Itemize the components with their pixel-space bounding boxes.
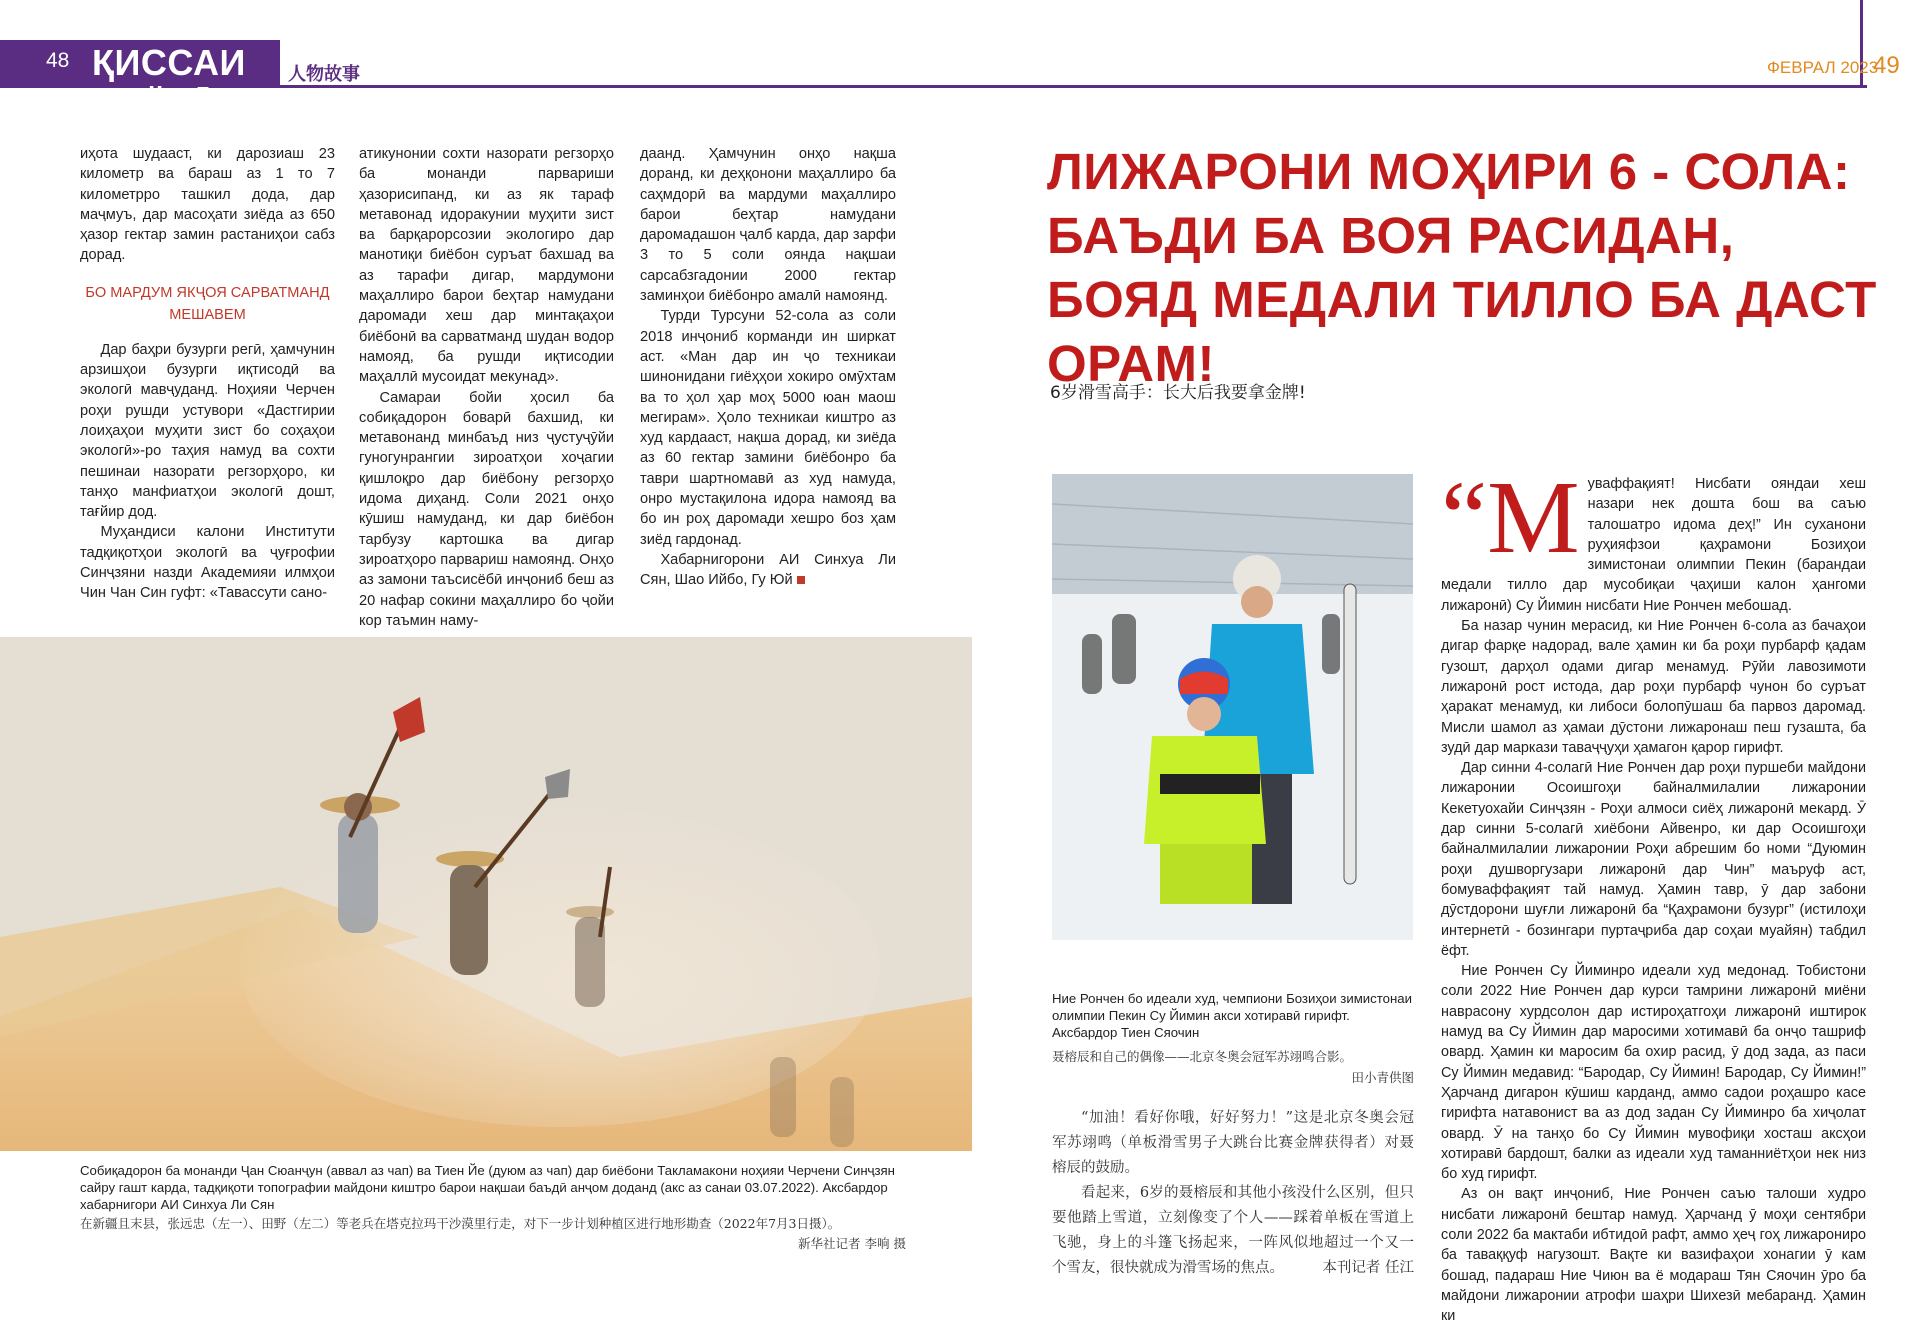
ski-illustration	[1052, 474, 1413, 940]
article-column-1	[80, 144, 335, 604]
article-column-3	[640, 144, 896, 591]
paragraph: Муҳандиси калони Институти тадқиқотҳои экологӣ ва ҷуғрофии Синҷзяни назди Академияи илмҳои Чин Чан Син гуфт: «Тавассути сано-	[80, 524, 335, 602]
header-rule-left	[280, 85, 1047, 88]
left-page-number: 48	[46, 49, 70, 72]
article-column-2	[359, 144, 614, 631]
paragraph: иҳота шудааст, ки дарозиаш 23 километр ва бараш аз 1 то 7 километрро ташкил дода, дар маҷмуъ, дар масоҳати зиёда аз 650 ҳазор гектар замин растаниҳои сабз дорад.	[80, 146, 335, 264]
cn-paragraph: “加油！看好你哦，好好努力！”这是北京冬奥会冠军苏翊鸣（单板滑雪男子大跳台比赛金牌获得者）对聂榕辰的鼓励。	[1052, 1110, 1414, 1176]
end-mark-icon	[797, 576, 805, 584]
paragraph: Дар баҳри бузурги регӣ, ҳамчунин арзишҳои бузурги иқтисодӣ ва экологӣ мавҷуданд. Ноҳияи Черчен роҳи рушди устувори «Дастгирии лоиҳаҳои муҳити зист бо соҳаҳои экологӣ»-ро таҳия намуд ва сохти пешинаи назорати регзорҳоро, ки танҳо манфиатҳои экологӣ дошт, тағйир дод.	[80, 341, 335, 521]
ski-photo	[1052, 474, 1413, 940]
desert-photo-caption: Собиқадорон ба монанди Ҷан Сюанҷун (аввал аз чап) ва Тиен Йе (дуюм аз чап) дар биёбони Такламакони ноҳияи Черчени Синҷзян сайру гашт карда, тадқиқоти топографии майдони киштро барои нақшаи баъдӣ анҷом доданд (акс аз санаи 03.07.2022). Аксбардор хабарнигори АИ Синхуа Ли Сян	[80, 1163, 895, 1212]
paragraph: Ба назар чунин мерасид, ки Ние Рончен 6-сола аз бачаҳои дигар фарқе надорад, вале ҳамин ки ба роҳи пурбарф қадам гузошт, дарҳол одами дигар менамуд. Рӯйи лавозимоти лижаронӣ рост истода, дар роҳи пурбарф чунон бо суръат ҳаракат менамуд, ки либоси болопӯшаш ба парвоз даромад. Мисли шамол аз ҳамаи дӯстони лижаронаш пеш гузашта, ба зудӣ дар маркази таваҷҷуҳи ҳамагон қарор гирифт.	[1441, 618, 1866, 756]
right-page-number: 49	[1873, 52, 1900, 79]
ski-photo-caption: Ние Рончен бо идеали худ, чемпиони Бозиҳои зимистонаи олимпии Пекин Су Йимин акси хотиравӣ гирифт. Аксбардор Тиен Сяочин	[1052, 991, 1412, 1040]
chinese-body-text	[1052, 1106, 1414, 1281]
cn-author: 本刊记者 任江	[1316, 1256, 1414, 1281]
right-page-header	[1047, 40, 1920, 88]
paragraph: атикунонии сохти назорати регзорҳо ба монанди парвариши ҳазорисипанд, ки аз як тараф метавонад идоракунии муҳити зист ва барқарорсозии экологиро дар манотиқи биёбон суръат бахшад ва аз тарафи дигар, мардумони маҳаллиро барои беҳтар намудани даромади хеш дар минтақаҳои биёбонӣ ва сарватманд шудан водор намояд, ба рушди иқтисодии маҳаллӣ мусоидат мекунад».	[359, 146, 614, 386]
ski-photo-credit-cn: 田小青供图	[1351, 1070, 1414, 1085]
paragraph-text: уваффақият! Нисбати ояндаи хеш назари нек дошта бош ва саъю талошатро идома деҳ!” Ин суханони руҳияфзои қаҳрамони Бозиҳои зимистонаи олимпии Пекин (барандаи медали тилло дар мусобиқаи ҷаҳиши калон ҳангоми лижаронӣ) Су Йимин нисбати Ние Рончен мебошад.	[1441, 476, 1866, 614]
byline	[640, 550, 896, 591]
dropcap: “М	[1441, 460, 1580, 575]
paragraph: Аз он вақт инҷониб, Ние Рончен саъю талоши худро нисбати лижаронӣ бештар намуд. Ҳарчанд ӯ моҳи сентябри соли 2022 ба мактаби ибтидоӣ рафт, аммо ҳеҷ гоҳ лижарониро ба таваққуф нагузошт. Вақте ки вазифаҳои хонагии ӯ кам бошад, падараш Ние Чиюн ва ё модараш Тян Сяочин ӯро ба майдони лижаронии атрофи шаҳри Шихезӣ мебаранд. Ҳамин ки	[1441, 1186, 1866, 1325]
paragraph	[1441, 460, 1866, 616]
paragraph: Самараи бойи ҳосил ба собиқадорон боварӣ бахшид, ки метавонанд минбаъд низ ҷустуҷӯйи гуногунрангии зироатҳои хоҷагии қишлоқро дар биёбону регзорҳо идома диҳанд. Соли 2021 онҳо кӯшиш намуданд, ки дар биёбон тарбузу картошка ва дигар зироатҳоро парвариш намоянд. Онҳо аз замони таъсисёбӣ инҷониб беш аз 20 нафар сокини маҳаллиро бо ҷойи кор таъмин наму-	[359, 389, 614, 629]
byline-text: Хабарнигорони АИ Синхуа Ли Сян, Шао Ийбо, Гу Юй	[640, 551, 896, 589]
section-title-cn: 人物故事	[288, 64, 360, 85]
desert-photo	[0, 637, 972, 1151]
article-title: ЛИЖАРОНИ МОҲИРИ 6 - СОЛА: БАЪДИ БА ВОЯ РАСИДАН, БОЯД МЕДАЛИ ТИЛЛО БА ДАСТ ОРАМ!	[1047, 143, 1877, 392]
issue-date: ФЕВРАЛ 2023	[1767, 58, 1879, 77]
paragraph: Дар синни 4-солагӣ Ние Рончен дар роҳи пуршеби майдони лижаронии Осоишгоҳи байналмилалии лижаронии Кекетуохайи Синҷзян - Роҳи алмоси сиёҳ лижаронӣ мекард. Ӯ дар синни 5-солагӣ хиёбони Айвенро, ки дар Осоишгоҳи байналмилалии лижаронии Роҳи абрешим бо номи “Дуюмин роҳи душворгузари лижаронӣ дар Чин” маъруф аст, бомуваффақият тай намуд. Ҳамин тавр, ӯ дар забони дӯстдорони шуғли лижаронӣ ба “Қаҳрамони бузург” (истилоҳи интернетӣ - бозингари пуртаҷриба дар соҳаи муайян) табдил ёфт.	[1441, 760, 1866, 959]
header-rule-right	[1047, 85, 1867, 88]
left-page-header	[0, 40, 1047, 125]
subheading: БО МАРДУМ ЯКҶОЯ САРВАТМАНД МЕШАВЕМ	[85, 284, 330, 323]
article-subtitle-cn: 6岁滑雪高手：长大后我要拿金牌!	[1050, 383, 1306, 403]
desert-photo-credit-cn: 新华社记者 李响 摄	[798, 1236, 906, 1251]
paragraph: Турди Турсуни 52-сола аз соли 2018 инҷониб корманди ин ширкат аст. «Ман дар ин ҷо техникаи шинонидани гиёҳҳои хокиро омӯхтам ва то ҳол ҳар моҳ 5000 юан маош мегирам». Ҳоло техникаи киштро аз худ кардааст, нақша дорад, ки зиёда аз 60 гектар замини биёбонро ба таври шартномавӣ аз худ намуда, онро мустақилона идора намояд ва бо ин роҳ даромади хешро боз ҳам зиёд гардонад.	[640, 308, 896, 548]
cn-paragraph: 看起来，6岁的聂榕辰和其他小孩没什么区别，但只要他踏上雪道，立刻像变了个人——踩着单板在雪道上飞驰，身上的斗篷飞扬起来，一阵风似地超过一个又一个雪友，很快就成为滑雪场的焦点。	[1052, 1185, 1414, 1276]
desert-illustration	[0, 637, 972, 1151]
article-body-right	[1441, 460, 1866, 1326]
ski-photo-caption-cn: 聂榕辰和自己的偶像——北京冬奥会冠军苏翊鸣合影。	[1052, 1049, 1353, 1064]
section-banner	[0, 40, 280, 125]
paragraph: Ние Рончен Су Йиминро идеали худ медонад. Тобистони соли 2022 Ние Рончен дар курси тамрини лижаронӣ миёни наврасону хурдсолон дар истироҳатгоҳи лижаронӣ иштирок намуд ва Су Йимин дар маросими хотимавӣ ба онҷо ташриф овард. Ҳамин ки маросим ба охир расид, ӯ дод зада, аз паси Су Йимин медавид: “Бародар, Су Йимин! Бародар, Су Йимин!” Ҳарчанд дигарон кӯшиш карданд, аммо садои роҳашро касе гирифта натавонист ва аз дод задан Су Йиминро ба хиҷолат овард. Ӯ на танҳо бо Су Йимин мувофиқи хосташ аксҳои хотиравӣ бардошт, балки аз идеали худ таманниётҳои нек низ бо худ гирифт.	[1441, 963, 1866, 1183]
paragraph: даанд. Ҳамчунин онҳо нақша доранд, ки деҳқонони маҳаллиро ба саҳмдорӣ ва мардуми маҳаллиро барои беҳтар намудани даромадашон ҷалб карда, дар зарфи 3 то 5 соли оянда нақшаи сарсабзгадонии 2000 гектар заминҳои биёбонро амалӣ намоянд.	[640, 146, 896, 305]
desert-photo-caption-cn: 在新疆且末县，张远忠（左一）、田野（左二）等老兵在塔克拉玛干沙漠里行走，对下一步计划种植区进行地形勘查（2022年7月3日摄）。	[80, 1216, 841, 1231]
section-title: ҚИССАИ ҲАЁТӢ	[92, 42, 246, 125]
